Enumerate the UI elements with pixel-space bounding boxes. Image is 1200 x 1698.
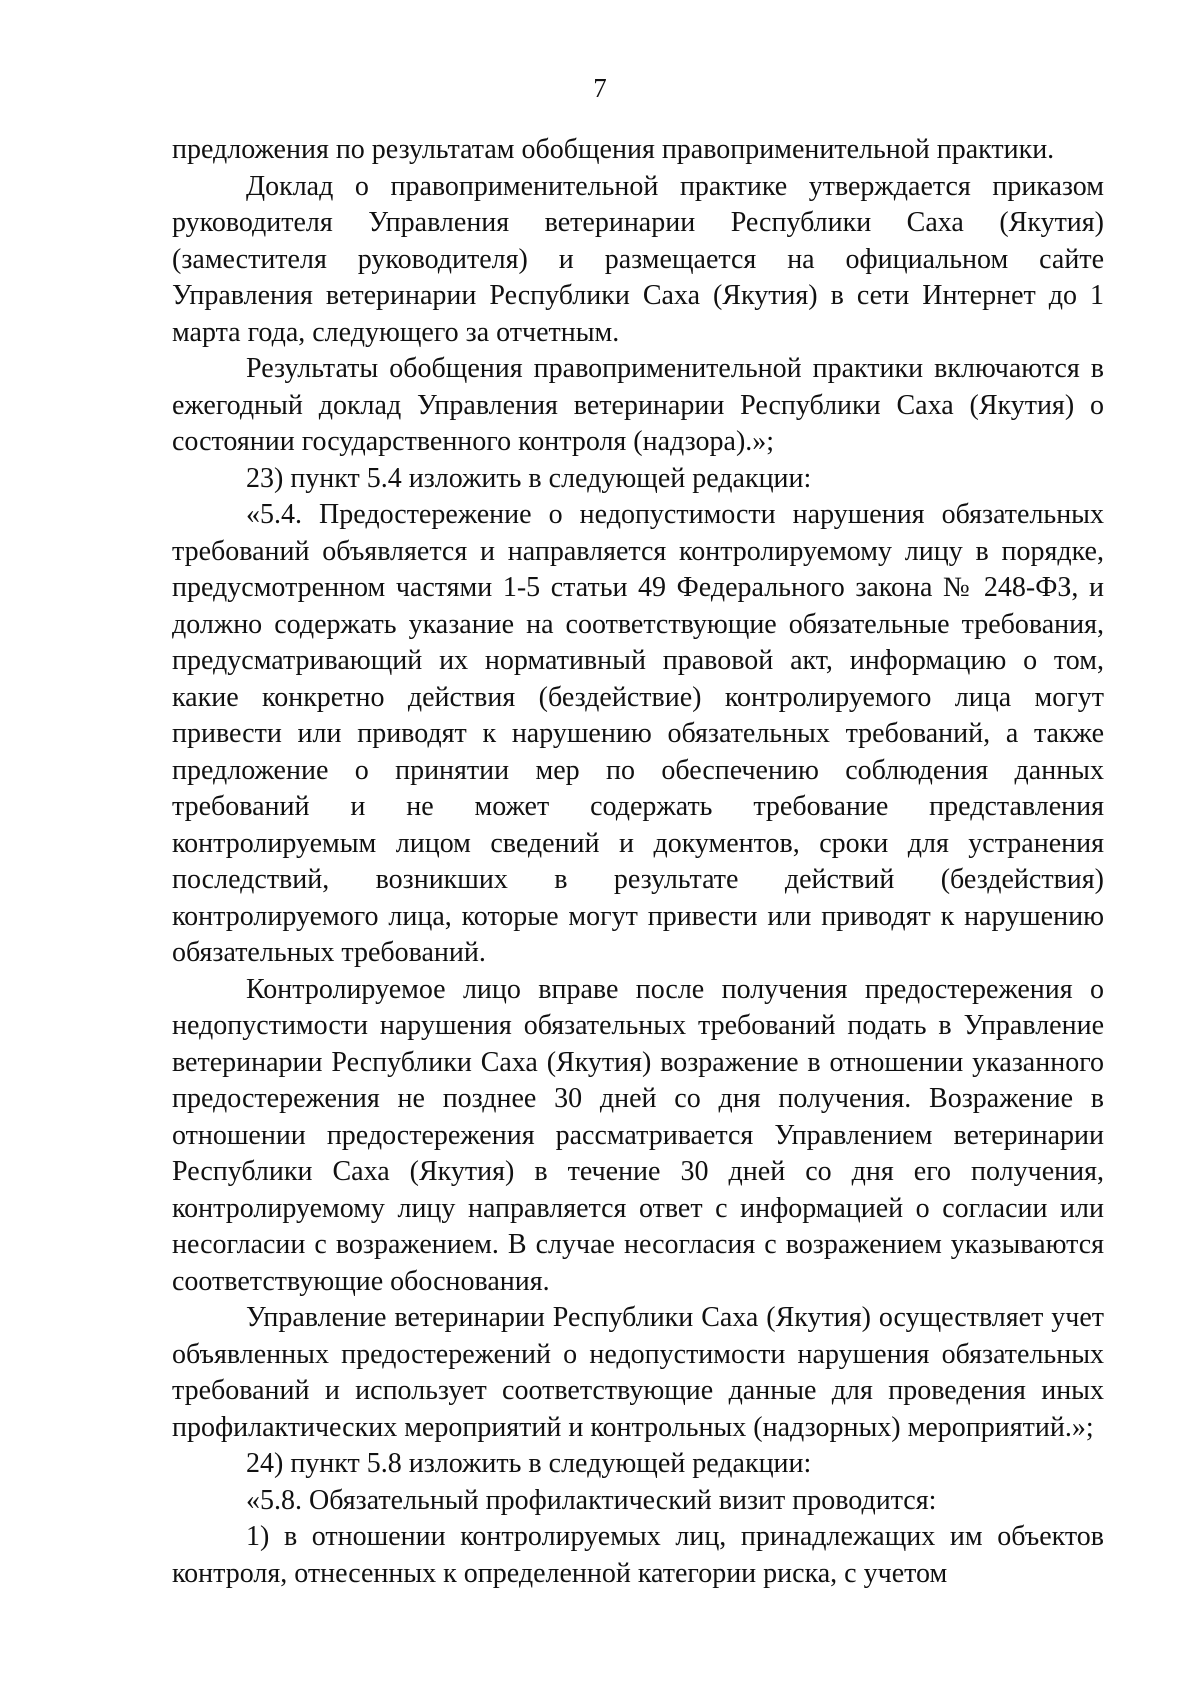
paragraph-item-24: 24) пункт 5.8 изложить в следующей редакции: [246, 1448, 812, 1479]
paragraph-accounting: Управление ветеринарии Республики Саха (Якутия) осуществляет учет объявленных предостережений о недопустимости нарушения обязательных требований и использует соответствующие данные для проведения иных профилактических мероприятий и контрольных (надзорных) мероприятий.»; [172, 1302, 1104, 1443]
paragraph-item-23: 23) пункт 5.4 изложить в следующей редакции: [246, 462, 812, 494]
paragraph-results-inclusion: Результаты обобщения правоприменительной практики включаются в ежегодный доклад Управления ветеринарии Республики Саха (Якутия) о состоянии государственного контроля (надзора).»; [172, 353, 1104, 457]
paragraph-subitem-1: 1) в отношении контролируемых лиц, принадлежащих им объектов контроля, отнесенных к определенной категории риска, с учетом [172, 1521, 1104, 1589]
page-number: 7 [593, 73, 607, 103]
paragraph-clause-5-8: «5.8. Обязательный профилактический визит проводится: [246, 1484, 937, 1516]
paragraph-report-approval: Доклад о правоприменительной практике утверждается приказом руководителя Управления ветеринарии Республики Саха (Якутия) (заместителя руководителя) и размещается на официальном сайте Управления ветеринарии Республики Саха (Якутия) в сети Интернет до 1 марта года, следующего за отчетным. [172, 170, 1104, 348]
paragraph-objection: Контролируемое лицо вправе после получения предостережения о недопустимости нарушения обязательных требований подать в Управление ветеринарии Республики Саха (Якутия) возражение в отношении указанного предостережения не позднее 30 дней со дня получения. Возражение в отношении предостережения рассматривается Управлением ветеринарии Республики Саха (Якутия) в течение 30 дней со дня его получения, контролируемому лицу направляется ответ с информацией о согласии или несогласии с возражением. В случае несогласия с возражением указываются соответствующие обоснования. [172, 973, 1104, 1297]
paragraph-continuation: предложения по результатам обобщения правоприменительной практики. [172, 134, 1055, 165]
paragraph-clause-5-4: «5.4. Предостережение о недопустимости нарушения обязательных требований объявляется и направляется контролируемому лицу в порядке, предусмотренном частями 1-5 статьи 49 Федерального закона № 248-ФЗ, и должно содержать указание на соответствующие обязательные требования, предусматривающий их нормативный правовой акт, информацию о том, какие конкретно действия (бездействие) контролируемого лица могут привести или приводят к нарушению обязательных требований, а также предложение о принятии мер по обеспечению соблюдения данных требований и не может содержать требование представления контролируемым лицом сведений и документов, сроки для устранения последствий, возникших в результате действий (бездействия) контролируемого лица, которые могут привести или приводят к нарушению обязательных требований. [172, 499, 1104, 968]
document-body [172, 132, 1104, 1592]
